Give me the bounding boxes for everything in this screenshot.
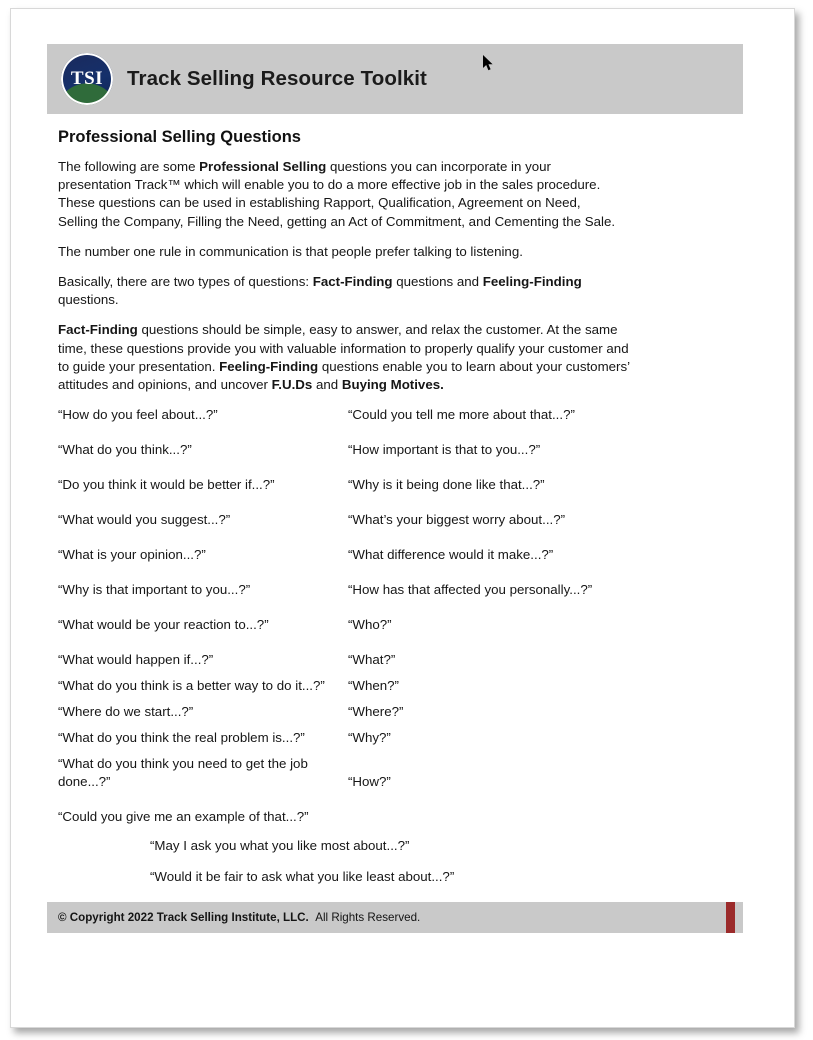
question-row <box>58 441 718 459</box>
question-left: “What do you think the real problem is...?” <box>58 730 305 746</box>
question-right: “Where?” <box>348 704 404 720</box>
def-buying-motives: Buying Motives. <box>341 377 444 393</box>
question-left: “Do you think it would be better if...?” <box>58 477 275 493</box>
footer-rights-text: All Rights Reserved. <box>315 911 421 925</box>
page-title: Track Selling Resource Toolkit <box>127 67 427 90</box>
definitions-paragraph <box>58 321 633 394</box>
question-indented: “May I ask you what you like most about...?” <box>150 838 410 854</box>
document-header <box>47 44 743 114</box>
def-feeling-finding: Feeling-Finding <box>219 358 319 374</box>
question-right: “How important is that to you...?” <box>348 442 541 458</box>
question-row <box>58 476 718 494</box>
question-left: “What do you think you need to get the job done...?” <box>58 756 308 790</box>
types-text-c: questions and <box>392 274 483 290</box>
def-fact-finding: Fact-Finding <box>58 322 138 338</box>
rule-paragraph: The number one rule in communication is that people prefer talking to listening. <box>58 243 523 259</box>
question-row <box>58 581 718 599</box>
question-right: “How has that affected you personally...?” <box>348 582 593 598</box>
question-row <box>58 406 718 424</box>
question-right: “Who?” <box>348 617 392 633</box>
question-right: “Why?” <box>348 730 391 746</box>
question-left: “How do you feel about...?” <box>58 407 218 423</box>
intro-text-bold: Professional Selling <box>199 159 327 174</box>
question-indented: “Would it be fair to ask what you like least about...?” <box>150 869 455 885</box>
question-left: “What is your opinion...?” <box>58 547 206 563</box>
logo-text: TSI <box>70 68 104 89</box>
question-right: “What?” <box>348 652 396 668</box>
footer-copyright-text: © Copyright 2022 Track Selling Institute, LLC. <box>58 911 309 925</box>
question-row <box>58 703 718 721</box>
question-left: “What would be your reaction to...?” <box>58 617 269 633</box>
types-text-a: Basically, there are two types of questions: <box>58 274 313 290</box>
question-right: “What difference would it make...?” <box>348 547 554 563</box>
question-left: “What do you think is a better way to do it...?” <box>58 678 325 694</box>
question-left: “What would happen if...?” <box>58 652 214 668</box>
question-left: “Where do we start...?” <box>58 704 194 720</box>
question-left: “What do you think...?” <box>58 442 192 458</box>
section-title: Professional Selling Questions <box>58 128 301 146</box>
def-text-f: and <box>312 377 342 393</box>
footer-accent-bar <box>726 902 735 933</box>
intro-text-c: questions you can incorporate in your presentation Track™ which will enable you to do a more effective job in the sales procedure. These questions can be used in establishing Rapport, Qualification, Agreement on Need, Selling the Company, Filling the Need, getting an Act of Commitment, and Cementing the Sale. <box>58 159 616 229</box>
question-row <box>58 677 718 695</box>
types-fact-finding: Fact-Finding <box>312 274 393 290</box>
document-footer <box>47 902 743 933</box>
document-body <box>47 44 743 933</box>
question-right: “What’s your biggest worry about...?” <box>348 512 566 528</box>
question-row <box>58 616 718 634</box>
types-text-e: questions. <box>58 292 119 308</box>
question-grid <box>58 406 718 886</box>
types-paragraph <box>58 273 618 309</box>
question-right: “Why is it being done like that...?” <box>348 477 545 493</box>
question-row <box>58 511 718 529</box>
tsi-logo-icon <box>61 53 113 105</box>
def-text-d: questions enable you to learn about your customers’ attitudes and opinions, and uncover <box>58 358 630 393</box>
question-row <box>58 755 718 791</box>
question-row <box>58 546 718 564</box>
intro-text-a: The following are some <box>58 159 200 174</box>
question-row <box>58 651 718 669</box>
def-text-b: questions should be simple, easy to answer, and relax the customer. At the same time, these questions provide you with valuable information to properly qualify your customer and to guide your presentation. <box>58 322 629 374</box>
question-right: “Could you tell me more about that...?” <box>348 407 575 423</box>
footer-copyright <box>47 911 420 924</box>
types-feeling-finding: Feeling-Finding <box>482 274 582 290</box>
question-right: “When?” <box>348 678 399 694</box>
question-single: “Could you give me an example of that...?” <box>58 809 309 825</box>
intro-paragraph <box>58 158 618 231</box>
question-right: “How?” <box>348 774 391 790</box>
content-area <box>47 114 718 886</box>
question-row <box>58 729 718 747</box>
def-fuds: F.U.Ds <box>271 377 313 393</box>
question-left: “Why is that important to you...?” <box>58 582 251 598</box>
question-left: “What would you suggest...?” <box>58 512 231 528</box>
